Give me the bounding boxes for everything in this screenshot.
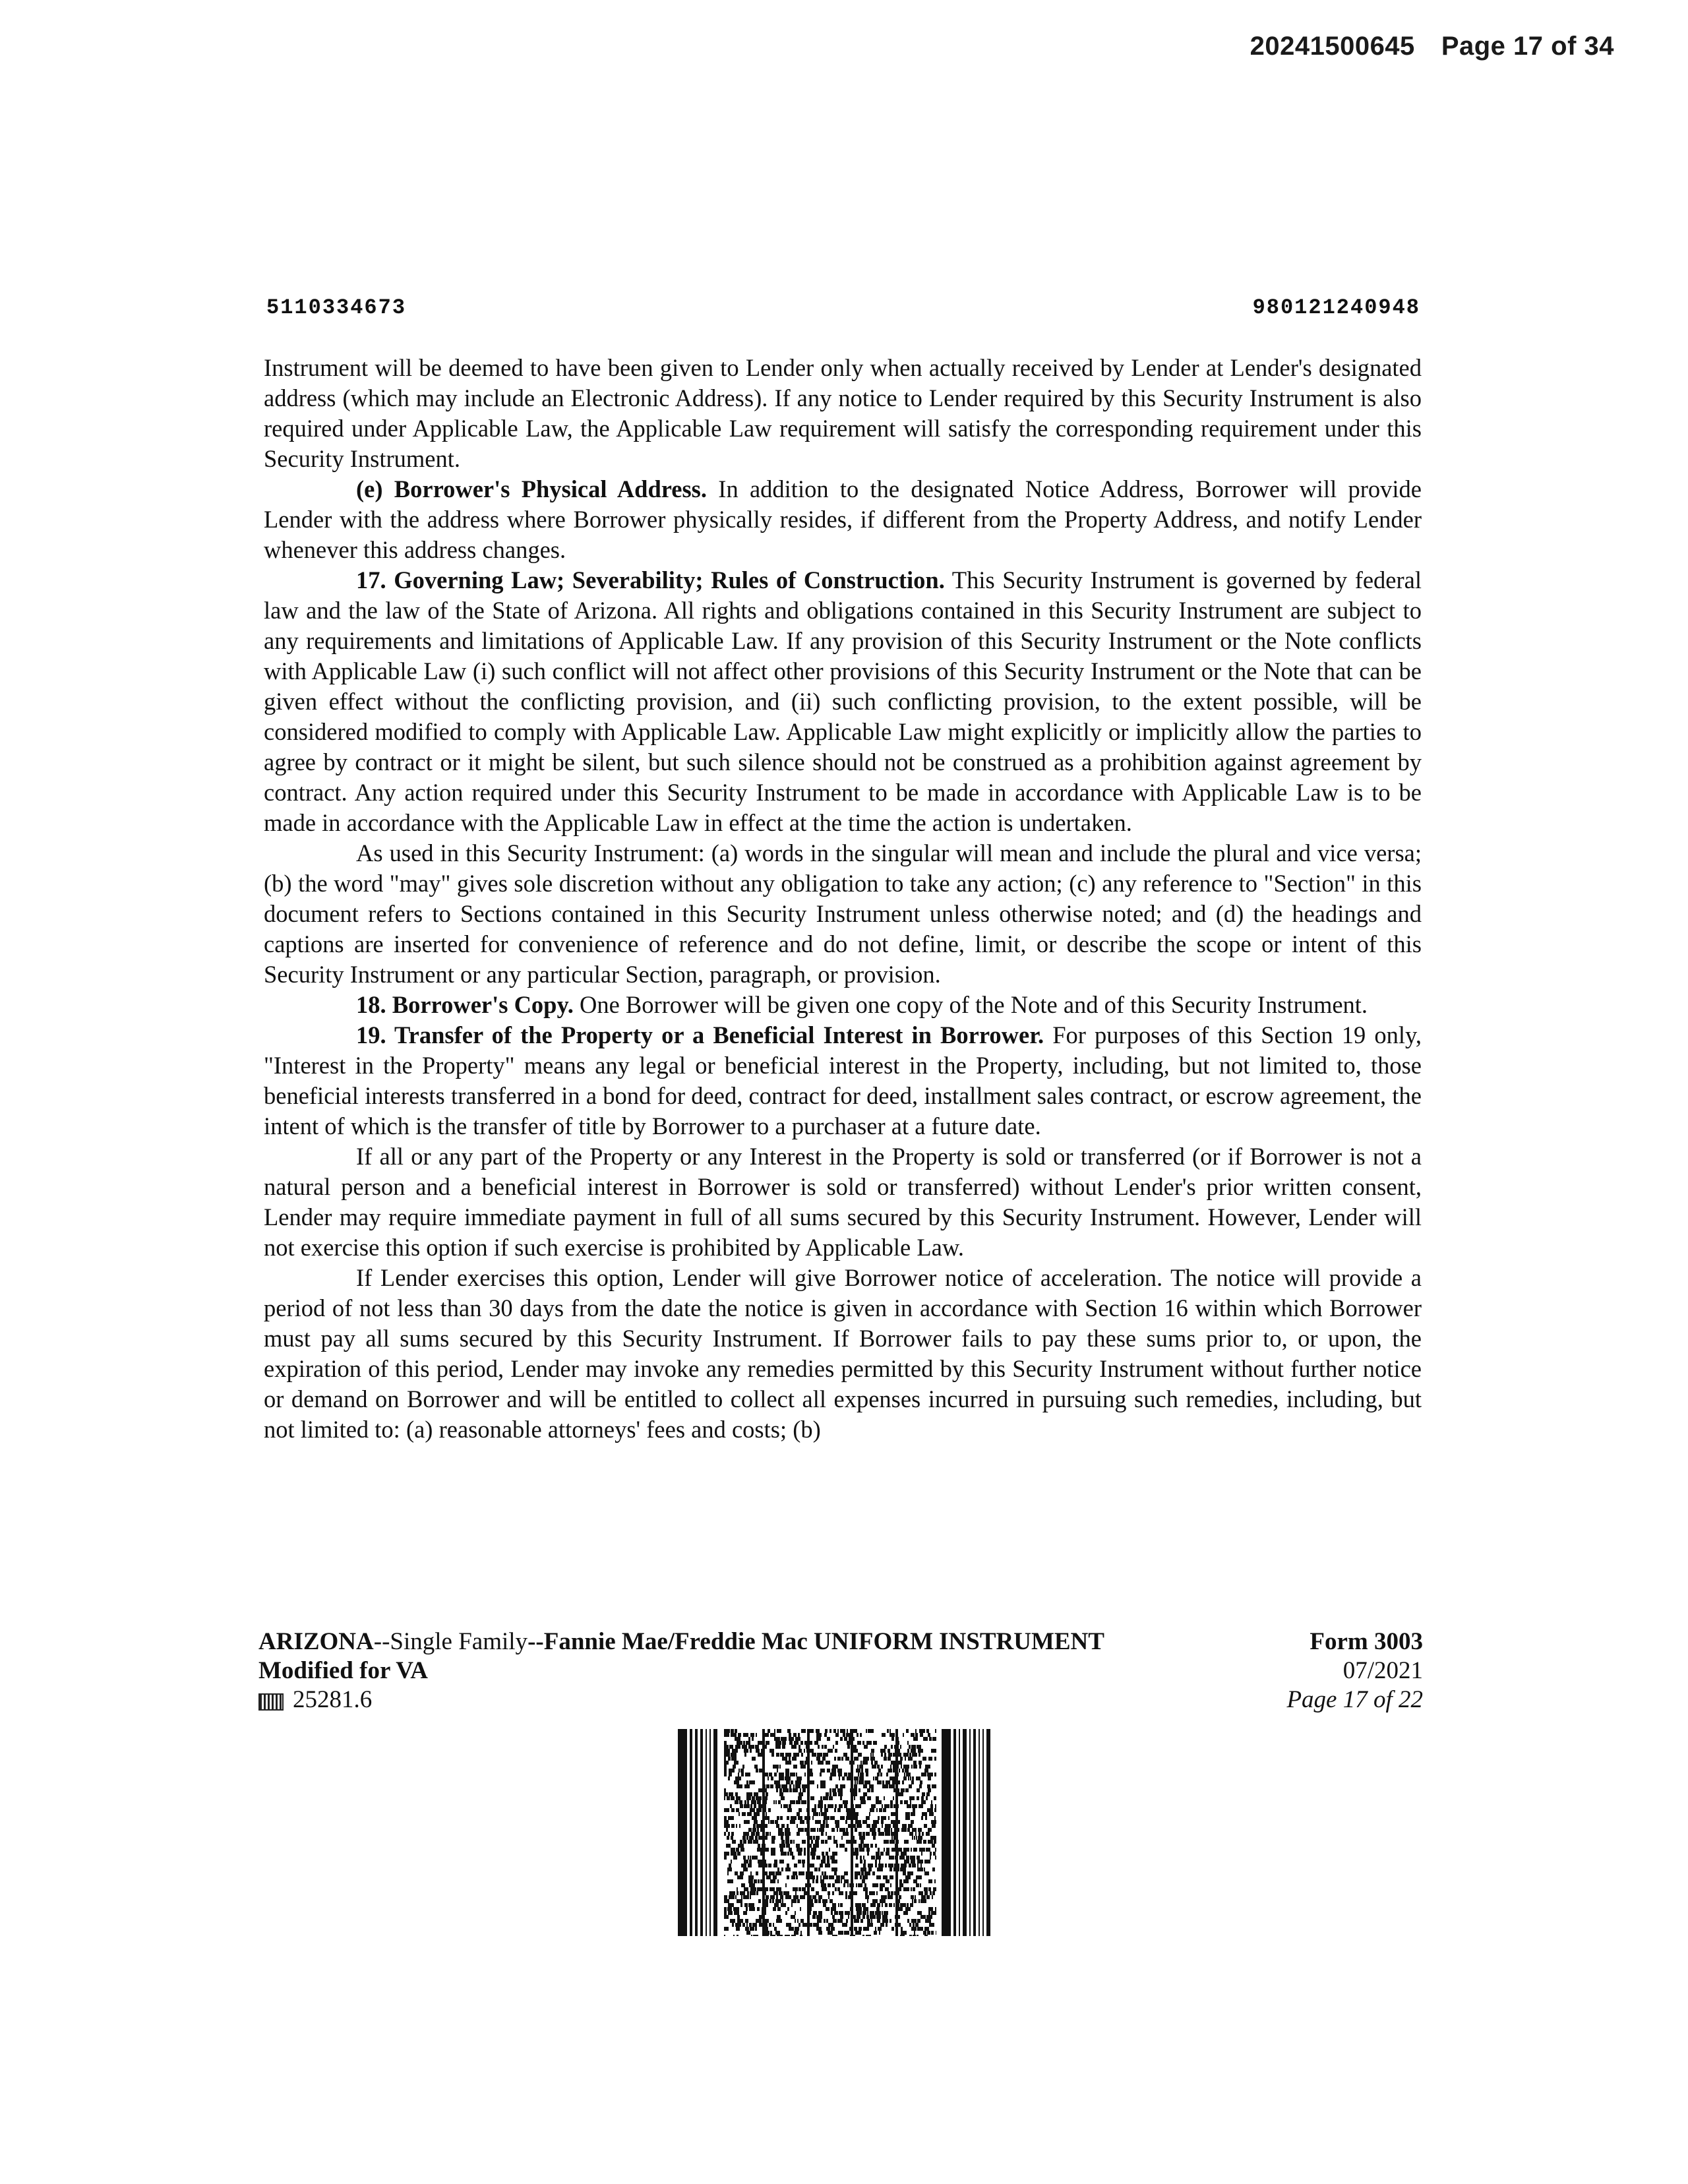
- reference-number: 980121240948: [1252, 295, 1420, 320]
- loan-number: 5110334673: [266, 295, 407, 320]
- paragraph-notice-continued: Instrument will be deemed to have been given to Lender only when actually received by Lender at Lender's designated address (which may include an Electronic Address). If any notice to Lender required by this Security Instrument is also required under Applicable Law, the Applicable Law requirement will satisfy the corresponding requirement under this Security Instrument.: [264, 354, 1422, 472]
- recording-page-label: Page 17 of 34: [1441, 32, 1614, 61]
- paragraph-construction: As used in this Security Instrument: (a) words in the singular will mean and include the plural and vice versa; (b) the word "may" gives sole discretion without any obligation to take any action; (c) any reference to "Section" in this document refers to Sections contained in this Security Instrument unless otherwise noted; and (d) the headings and captions are inserted for convenience of reference and do not define, limit, or describe the scope or intent of this Security Instrument or any particular Section, paragraph, or provision.: [264, 839, 1422, 988]
- text-transfer-of-property: For purposes of this Section 19 only, "Interest in the Property" means any legal or beneficial interest in the Property, including, but not limited to, those beneficial interests transferred in a bond for deed, contract for deed, installment sales contract, or escrow agreement, the intent of which is the transfer of title by Borrower to a purchaser at a future date.: [264, 1021, 1422, 1139]
- footer-form-code-line: [258, 1685, 1104, 1714]
- paragraph-transfer-consent: If all or any part of the Property or any Interest in the Property is sold or transferred (or if Borrower is not a natural person and a beneficial interest in Borrower is sold or transferred) without Lender's prior written consent, Lender may require immediate payment in full of all sums secured by this Security Instrument. However, Lender will not exercise this option if such exercise is prohibited by Applicable Law.: [264, 1143, 1422, 1261]
- document-body: [264, 353, 1422, 1445]
- footer-form-date: 07/2021: [1342, 1657, 1423, 1684]
- form-footer: [258, 1627, 1423, 1714]
- paragraph-transfer-of-property: [264, 1020, 1422, 1141]
- text-governing-law: This Security Instrument is governed by federal law and the law of the State of Arizona. All rights and obligations contained in this Security Instrument are subject to any requirements and limitations of Applicable Law. If any provision of this Security Instrument or the Note conflicts with Applicable Law (i) such conflict will not affect other provisions of this Security Instrument or the Note that can be given effect without the conflicting provision, and (ii) such conflicting provision, to the extent possible, will be considered modified to comply with Applicable Law. Applicable Law might explicitly or implicitly allow the parties to agree by contract or it might be silent, but such silence should not be construed as a prohibition against agreement by contract. Any action required under this Security Instrument to be made in accordance with Applicable Law is to be made in accordance with the Applicable Law in effect at the time the action is undertaken.: [264, 566, 1422, 836]
- heading-transfer-of-property: 19. Transfer of the Property or a Beneficial Interest in Borrower.: [356, 1021, 1044, 1048]
- footer-form-page: Page 17 of 22: [1286, 1686, 1423, 1713]
- paragraph-acceleration: If Lender exercises this option, Lender will give Borrower notice of acceleration. The notice will provide a period of not less than 30 days from the date the notice is given in accordance with Section 16 within which Borrower must pay all sums secured by this Security Instrument. If Borrower fails to pay these sums prior to, or upon, the expiration of this period, Lender may invoke any remedies permitted by this Security Instrument without further notice or demand on Borrower and will be entitled to collect all expenses incurred in pursuing such remedies, including, but not limited to: (a) reasonable attorneys' fees and costs; (b): [264, 1264, 1422, 1443]
- recording-stamp: [1250, 32, 1614, 61]
- paragraph-borrowers-copy: [264, 990, 1422, 1020]
- footer-left: [258, 1627, 1104, 1714]
- footer-family: Single Family: [390, 1628, 528, 1655]
- recording-document-number: 20241500645: [1250, 32, 1415, 61]
- footer-modified: [258, 1656, 1104, 1685]
- footer-form-code: 25281.6: [293, 1686, 373, 1713]
- document-header: [266, 295, 1420, 320]
- document-form-icon: [258, 1693, 284, 1711]
- footer-modified-text: Modified for VA: [258, 1657, 428, 1684]
- footer-instrument: Fannie Mae/Freddie Mac UNIFORM INSTRUMENT: [543, 1628, 1104, 1655]
- text-physical-address: In addition to the designated Notice Address, Borrower will provide Lender with the address where Borrower physically resides, if different from the Property Address, and notify Lender whenever this address changes.: [264, 475, 1422, 563]
- paragraph-physical-address: [264, 474, 1422, 565]
- footer-right: [1286, 1627, 1423, 1714]
- footer-instrument-line: [258, 1627, 1104, 1656]
- heading-governing-law: 17. Governing Law; Severability; Rules of Construction.: [356, 566, 945, 593]
- heading-borrowers-copy: 18. Borrower's Copy.: [356, 991, 574, 1018]
- footer-form-number: Form 3003: [1310, 1628, 1423, 1655]
- footer-dash: --: [528, 1628, 544, 1655]
- footer-state: ARIZONA: [258, 1628, 374, 1655]
- pdf417-barcode: [678, 1729, 992, 1936]
- heading-physical-address: (e) Borrower's Physical Address.: [356, 475, 708, 502]
- footer-dash: --: [373, 1628, 390, 1655]
- paragraph-governing-law: [264, 565, 1422, 838]
- text-borrowers-copy: One Borrower will be given one copy of the Note and of this Security Instrument.: [573, 991, 1368, 1018]
